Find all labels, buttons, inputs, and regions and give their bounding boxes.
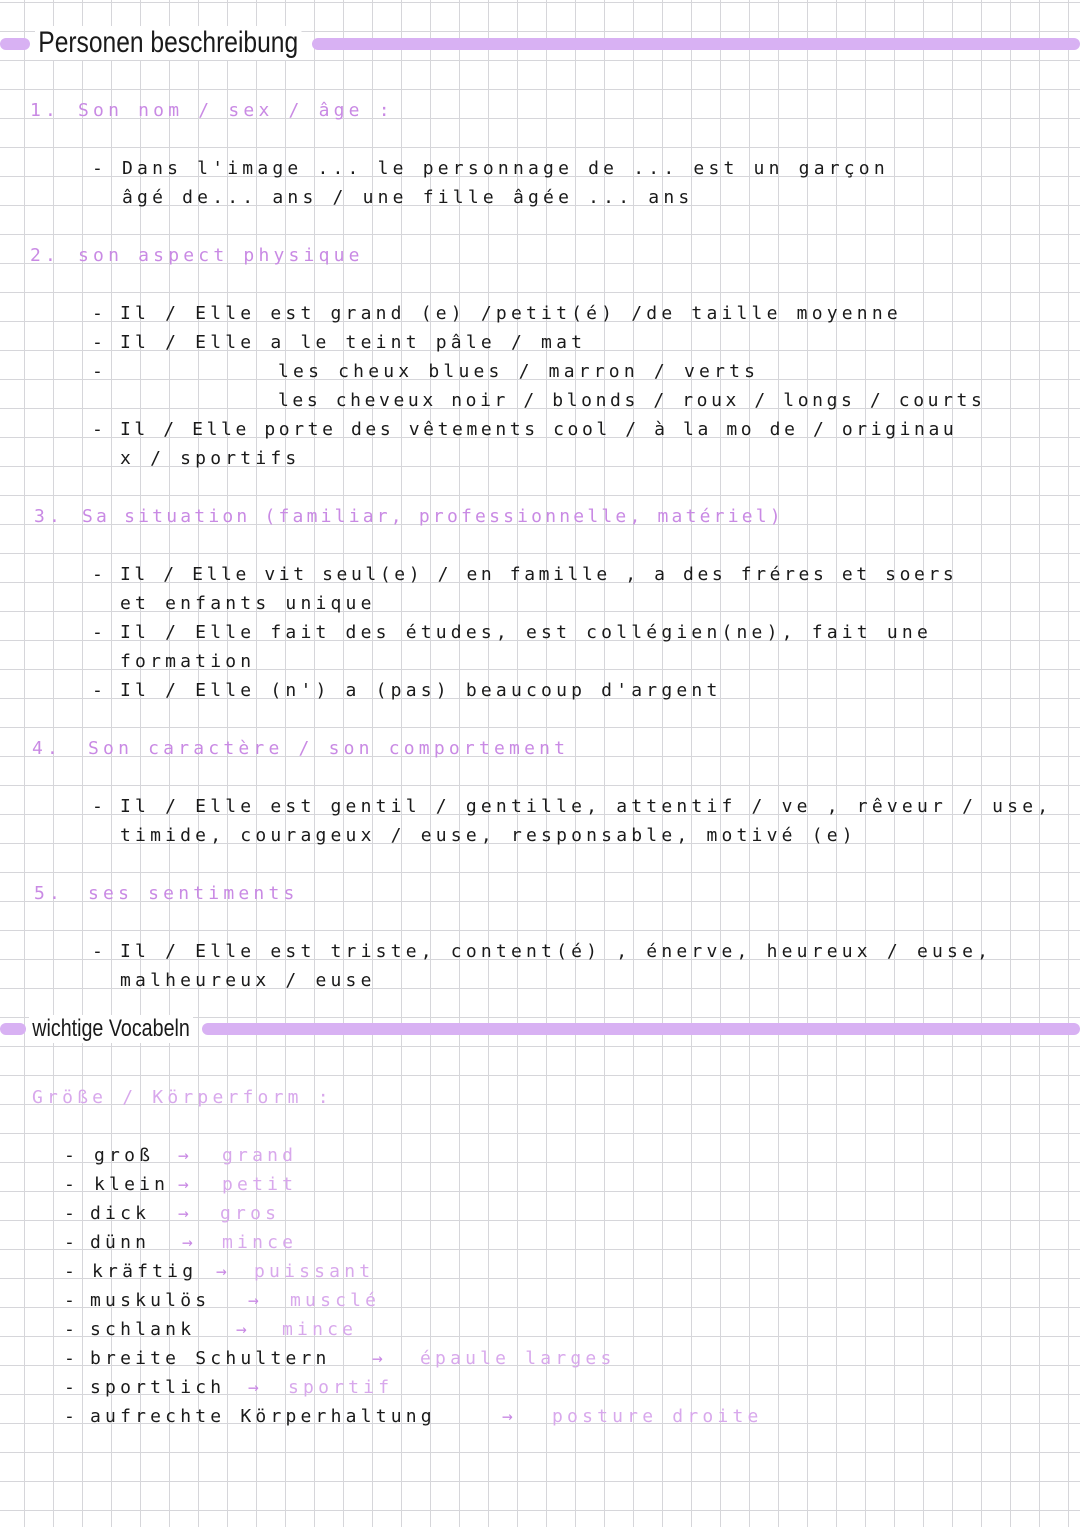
vocab-german: kräftig: [92, 1261, 198, 1282]
bullet-dash: -: [64, 1406, 75, 1427]
section-title: wichtige Vocabeln: [29, 1015, 193, 1043]
vocab-subheading: Größe / Körperform :: [32, 1087, 333, 1108]
bullet-dash: -: [64, 1203, 75, 1224]
item-line: formation: [120, 651, 256, 672]
item-line: Il / Elle fait des études, est collégien(ne), fait une: [120, 622, 932, 643]
bullet-dash: -: [92, 303, 103, 324]
page-title: Personen beschreibung: [35, 26, 301, 60]
vocab-german: dünn: [90, 1232, 151, 1253]
arrow-icon: →: [178, 1203, 194, 1224]
bullet-dash: -: [64, 1232, 75, 1253]
bullet-dash: -: [64, 1261, 75, 1282]
item-line: timide, courageux / euse, responsable, motivé (e): [120, 825, 857, 846]
item-line: les cheux blues / marron / verts: [278, 361, 760, 382]
arrow-icon: →: [178, 1174, 194, 1195]
arrow-icon: →: [216, 1261, 232, 1282]
arrow-icon: →: [248, 1290, 264, 1311]
item-line: âgé de... ans / une fille âgée ... ans: [122, 187, 694, 208]
header-bar-right: [312, 38, 1080, 50]
item-heading: Sa situation (familiar, professionnelle, matériel): [82, 506, 784, 527]
bullet-dash: -: [64, 1348, 75, 1369]
arrow-icon: →: [372, 1348, 388, 1369]
vocab-french: puissant: [254, 1261, 375, 1282]
item-number: 2.: [30, 245, 61, 266]
vocab-french: sportif: [288, 1377, 394, 1398]
vocab-german: dick: [90, 1203, 151, 1224]
item-number: 4.: [32, 738, 63, 759]
vocab-german: klein: [94, 1174, 170, 1195]
bullet-dash: -: [92, 419, 103, 440]
item-heading: son aspect physique: [78, 245, 364, 266]
item-heading: Son caractère / son comportement: [88, 738, 570, 759]
item-line: et enfants unique: [120, 593, 376, 614]
bullet-dash: -: [92, 332, 103, 353]
bullet-dash: -: [64, 1290, 75, 1311]
item-line: Il / Elle est triste, content(é) , énerve, heureux / euse,: [120, 941, 993, 962]
bullet-dash: -: [64, 1319, 75, 1340]
vocab-french: grand: [222, 1145, 298, 1166]
bullet-dash: -: [92, 941, 103, 962]
item-line: malheureux / euse: [120, 970, 376, 991]
bullet-dash: -: [92, 564, 103, 585]
bullet-dash: -: [92, 796, 103, 817]
arrow-icon: →: [178, 1145, 194, 1166]
item-heading: Son nom / sex / âge :: [78, 100, 394, 121]
arrow-icon: →: [236, 1319, 252, 1340]
header-bar-left: [0, 38, 30, 50]
arrow-icon: →: [248, 1377, 264, 1398]
item-line: Il / Elle vit seul(e) / en famille , a des fréres et soers: [120, 564, 958, 585]
vocab-german: schlank: [90, 1319, 196, 1340]
item-number: 1.: [30, 100, 61, 121]
arrow-icon: →: [502, 1406, 518, 1427]
item-line: Il / Elle porte des vêtements cool / à la mo de / originau: [120, 419, 958, 440]
item-number: 5.: [34, 883, 65, 904]
item-line: Il / Elle a le teint pâle / mat: [120, 332, 587, 353]
bullet-dash: -: [92, 158, 103, 179]
vocab-french: gros: [220, 1203, 281, 1224]
vocab-german: groß: [94, 1145, 155, 1166]
item-line: Il / Elle est gentil / gentille, attentif / ve , rêveur / use,: [120, 796, 1053, 817]
bullet-dash: -: [64, 1145, 75, 1166]
vocab-french: mince: [282, 1319, 358, 1340]
vocab-german: sportlich: [90, 1377, 226, 1398]
vocab-german: muskulös: [90, 1290, 211, 1311]
bullet-dash: -: [92, 361, 103, 382]
vocab-french: petit: [222, 1174, 298, 1195]
item-line: x / sportifs: [120, 448, 301, 469]
vocab-french: musclé: [290, 1290, 381, 1311]
arrow-icon: →: [182, 1232, 198, 1253]
item-line: Dans l'image ... le personnage de ... est un garçon: [122, 158, 889, 179]
bullet-dash: -: [92, 622, 103, 643]
vocab-german: breite Schultern: [90, 1348, 331, 1369]
bullet-dash: -: [64, 1174, 75, 1195]
vocab-french: posture droite: [552, 1406, 763, 1427]
header-bar-right: [202, 1023, 1080, 1035]
item-number: 3.: [34, 506, 65, 527]
item-line: les cheveux noir / blonds / roux / longs / courts: [278, 390, 986, 411]
vocab-french: épaule larges: [420, 1348, 616, 1369]
item-line: Il / Elle est grand (e) /petit(é) /de taille moyenne: [120, 303, 902, 324]
bullet-dash: -: [92, 680, 103, 701]
item-heading: ses sentiments: [88, 883, 299, 904]
header-bar-left: [0, 1023, 26, 1035]
vocab-german: aufrechte Körperhaltung: [90, 1406, 436, 1427]
bullet-dash: -: [64, 1377, 75, 1398]
item-line: Il / Elle (n') a (pas) beaucoup d'argent: [120, 680, 722, 701]
vocab-french: mince: [222, 1232, 298, 1253]
